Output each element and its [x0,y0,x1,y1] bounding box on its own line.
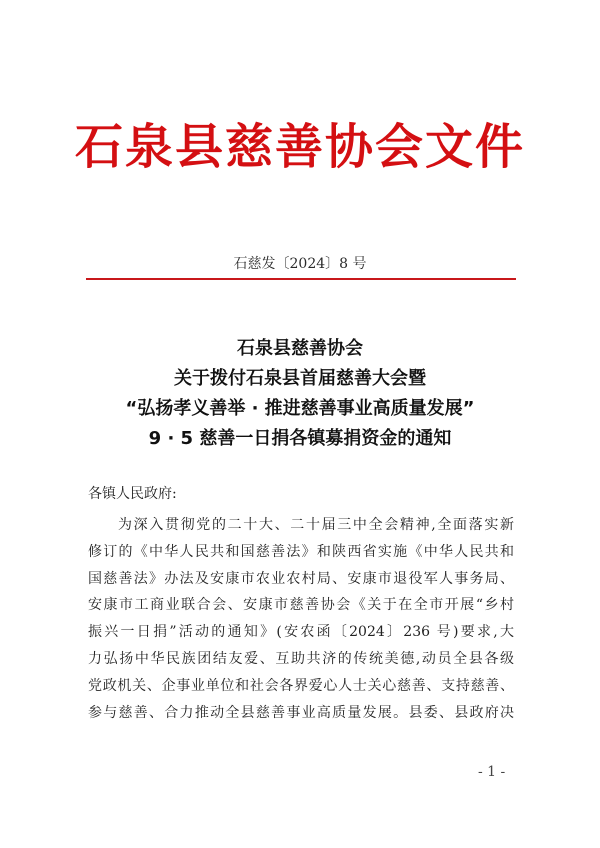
body-paragraph [88,512,514,726]
body-line: 为深入贯彻党的二十大、二十届三中全会精神,全面落实新 [118,517,514,533]
body-line: 力弘扬中华民族团结友爱、互助共济的传统美德,动员全县各级 [88,650,514,667]
body-line: 党政机关、企事业单位和社会各界爱心人士关心慈善、支持慈善、 [88,677,514,694]
red-divider-line [86,278,516,280]
notice-title [0,334,600,454]
document-number: 石慈发〔2024〕8 号 [233,256,367,272]
body-line: 安康市工商业联合会、安康市慈善协会《关于在全市开展“乡村 [88,597,514,614]
title-line-3: “弘扬孝义善举 · 推进慈善事业高质量发展” [125,398,475,419]
title-line-4: 9 · 5 慈善一日捐各镇募捐资金的通知 [148,428,452,449]
body-line: 参与慈善、合力推动全县慈善事业高质量发展。县委、县政府决 [88,704,514,721]
red-header-title: 石泉县慈善协会文件 [74,119,525,175]
title-line-2: 关于拨付石泉县首届慈善大会暨 [174,368,426,389]
salutation: 各镇人民政府: [88,486,177,502]
body-line: 国慈善法》办法及安康市农业农村局、安康市退役军人事务局、 [88,570,514,587]
body-line: 修订的《中华人民共和国慈善法》和陕西省实施《中华人民共和 [88,543,514,560]
title-line-1: 石泉县慈善协会 [237,338,363,359]
body-line: 振兴一日捐”活动的通知》(安农函〔2024〕236 号)要求,大 [88,624,514,641]
page-number: - 1 - [478,764,506,780]
